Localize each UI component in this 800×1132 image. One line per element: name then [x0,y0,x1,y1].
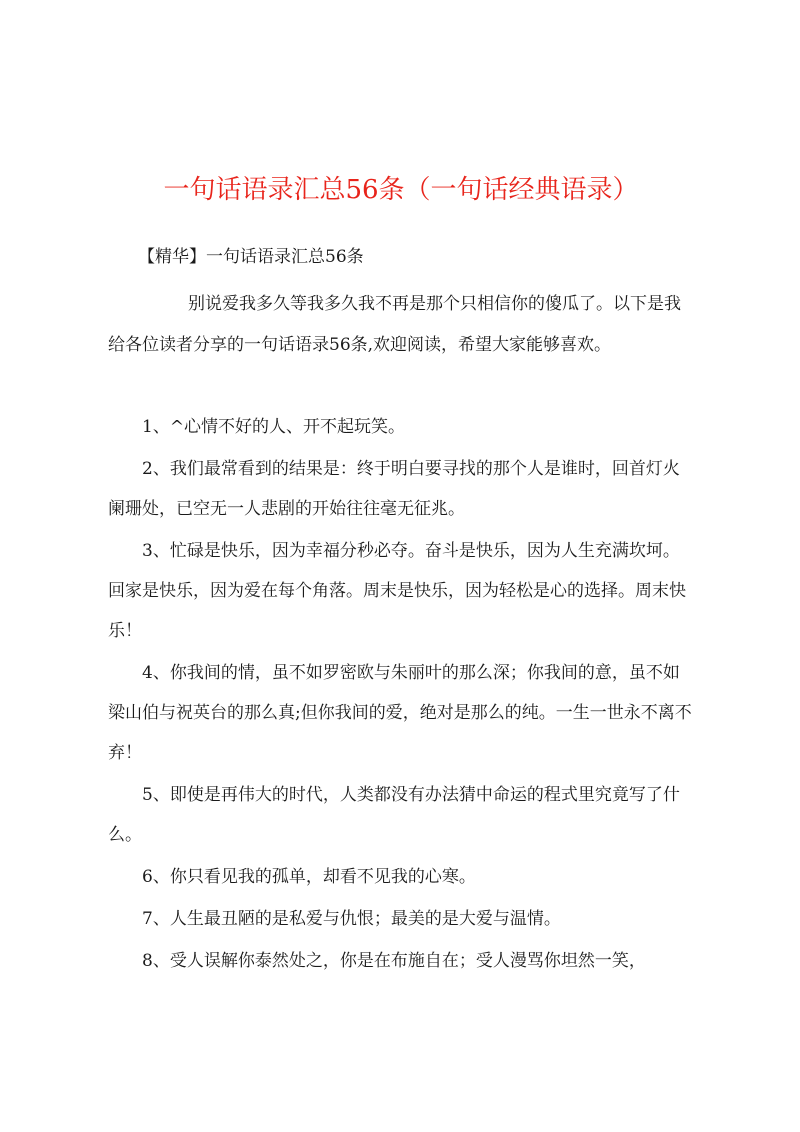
list-item: 3、忙碌是快乐，因为幸福分秒必夺。奋斗是快乐，因为人生充满坎坷。回家是快乐，因为爱在每个角落。周末是快乐，因为轻松是心的选择。周末快乐！ [108,541,686,641]
list-item: 5、即使是再伟大的时代，人类都没有办法猜中命运的程式里究竟写了什么。 [108,785,680,845]
list-item: 1、^心情不好的人、开不起玩笑。 [142,417,406,437]
intro-paragraph: 别说爱我多久等我多久我不再是那个只相信你的傻瓜了。以下是我给各位读者分享的一句话语录56条,欢迎阅读，希望大家能够喜欢。 [108,294,681,355]
document-title: 一句话语录汇总56条（一句话经典语录） [163,175,639,205]
list-item: 4、你我间的情，虽不如罗密欧与朱丽叶的那么深；你我间的意，虽不如梁山伯与祝英台的那么真;但你我间的爱，绝对是那么的纯。一生一世永不离不弃！ [108,663,692,763]
list-item: 7、人生最丑陋的是私爱与仇恨；最美的是大爱与温情。 [142,909,561,929]
list-item: 6、你只看见我的孤单，却看不见我的心寒。 [142,867,476,887]
list-item: 8、受人误解你泰然处之，你是在布施自在；受人漫骂你坦然一笑， [142,951,646,971]
quote-list [108,407,694,983]
document-subtitle: 【精华】一句话语录汇总56条 [138,247,364,267]
list-item: 2、我们最常看到的结果是：终于明白要寻找的那个人是谁时，回首灯火阑珊处，已空无一人悲剧的开始往往毫无征兆。 [108,459,680,519]
